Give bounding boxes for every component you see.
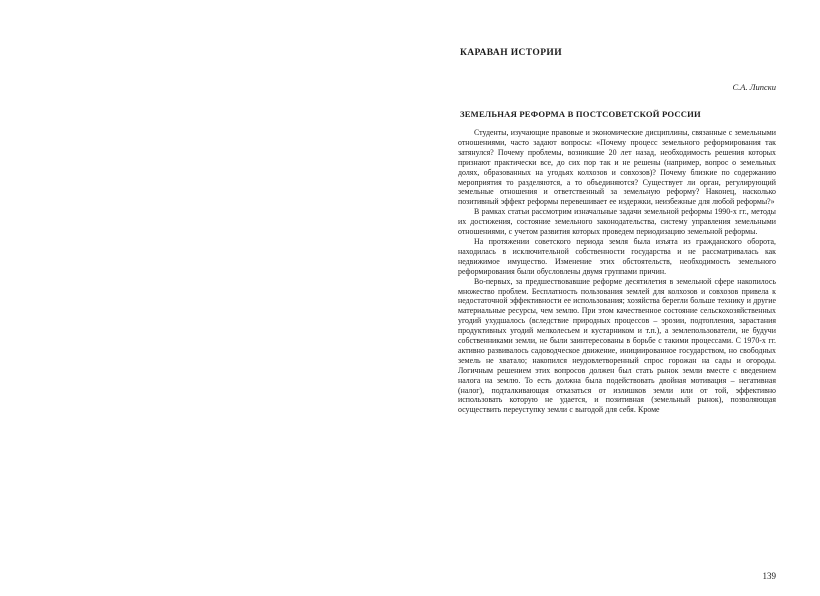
running-head: КАРАВАН ИСТОРИИ <box>460 48 562 58</box>
page-number: 139 <box>762 571 776 581</box>
paragraph: Студенты, изучающие правовые и экономические дисциплины, связанные с земельными отношениями, часто задают вопросы: «Почему процесс земельного реформирования так затянулся? Почему проблемы, возникшие 20 лет назад, необходимость решения которых признают практически все, до сих пор так и не решены (например, вопрос о земельных долях, образованных на угодьях колхозов и совхозов)? Почему близкие по содержанию мероприятия то разделяются, а то объединяются? Существует ли орган, регулирующий земельные отношения и ответственный за земельную реформу? Наконец, насколько позитивный эффект реформы перевешивает ее издержки, неизбежные для любой реформы?» <box>458 128 776 207</box>
text-block <box>458 48 776 415</box>
author-byline: С.А. Липски <box>732 82 776 92</box>
paragraph: В рамках статьи рассмотрим изначальные задачи земельной реформы 1990-х гг., методы их достижения, состояние земельного законодательства, систему управления земельными отношениями, с учетом развития которых проведем периодизацию земельной реформы. <box>458 207 776 237</box>
paragraph: На протяжении советского периода земля была изъята из гражданского оборота, находилась в исключительной собственности государства и не рассматривалась как недвижимое имущество. Изменение этих обстоятельств, необходимость земельного реформирования были обусловлены двумя группами причин. <box>458 236 776 276</box>
article-title: ЗЕМЕЛЬНАЯ РЕФОРМА В ПОСТСОВЕТСКОЙ РОССИИ <box>460 109 701 119</box>
paragraph: Во-первых, за предшествовавшие реформе десятилетия в земельной сфере накопилось множество проблем. Бесплатность пользования землей для колхозов и совхозов привела к недостаточной эффективности ее использования; хозяйства берегли больше технику и другие материальные ресурсы, чем землю. При этом качественное состояние сельскохозяйственных угодий ухудшалось (вследствие природных процессов – эрозии, подтопления, зарастания продуктивных угодий мелколесьем и кустарником и т.п.), а землепользователи, не будучи собственниками земли, не были заинтересованы в борьбе с такими процессами. С 1970-х гг. активно развивалось садоводческое движение, инициированное государством, но свободных земель не хватало; накопился неудовлетворенный спрос горожан на сады и огороды. Логичным решением этих вопросов должен был стать рынок земли вместе с введением налога на землю. То есть должна была подействовать двойная мотивация – негативная (налог), подталкивающая отказаться от излишков земли или от той, эффективно использовать которую не удается, и позитивная (земельный рынок), позволяющая осуществить переуступку земли с выгодой для себя. Кроме <box>458 276 776 415</box>
article-body <box>458 128 776 415</box>
